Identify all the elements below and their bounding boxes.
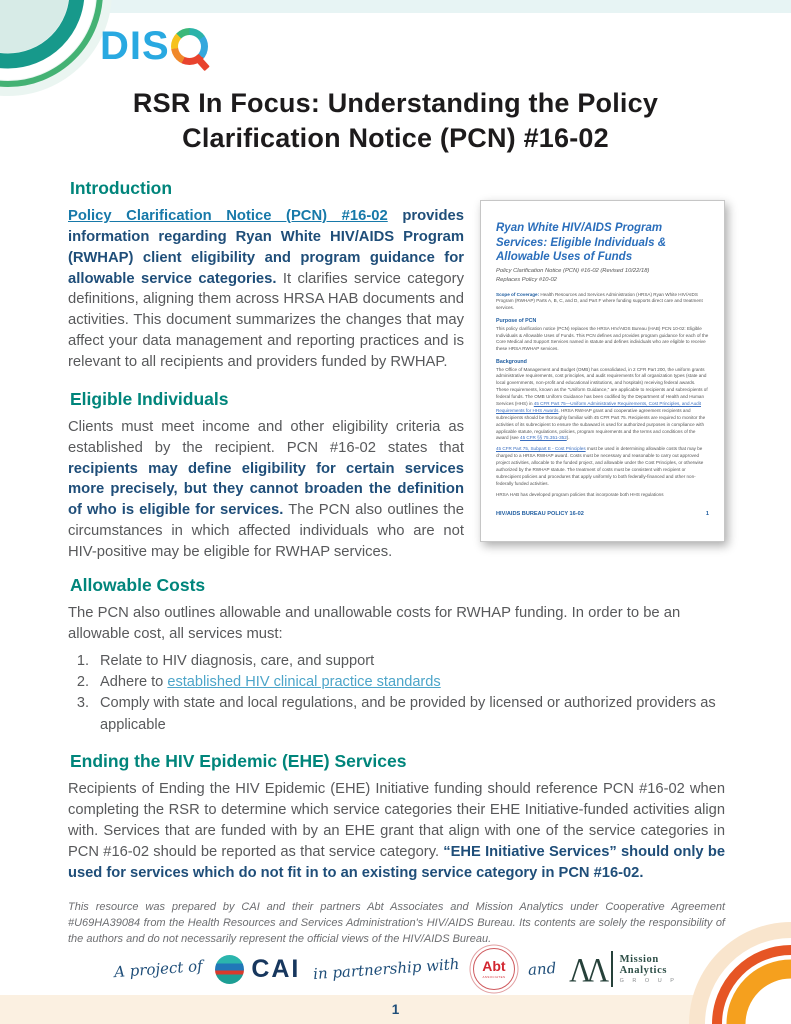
eligible-text-1: Clients must meet income and other eligibility criteria as established by the recipient. PCN #16-02 states that <box>68 418 464 456</box>
divider <box>611 951 613 987</box>
preview-cfr75-link: 45 CFR Part 75—Uniform Administrative Requirements, Cost Principles, and Audit Requirements for HHS Awards <box>496 401 702 413</box>
section-heading-introduction: Introduction <box>70 178 173 198</box>
eligible-text-2: The PCN also outlines the circumstances in which affected individuals who are not HIV-positive may be eligible for RWHAP services. <box>68 502 464 561</box>
list-item-text: Adhere to established HIV clinical practice standards <box>100 674 441 691</box>
page-title: RSR In Focus: Understanding the Policy Clarification Notice (PCN) #16-02 <box>132 88 659 153</box>
cai-globe-icon <box>215 955 244 984</box>
preview-background-heading: Background <box>496 359 527 366</box>
ehe-bold-text: “EHE Initiative Services” should only be used for services which do not fit in to an existing service category in PCN #16-02. <box>68 844 725 882</box>
disq-q-icon <box>171 28 208 65</box>
preview-background-1: The Office of Management and Budget (OMB) has consolidated, in 2 CFR Part 200, the uniform grants administrative requirements, cost principles, and audit requirements for all organization types (state and local governments, non-profit and educational institutions, and hospitals) receiving federal awards. These requirements, known as the "Uniform Guidance," are applicable to recipients and subrecipients of federal funds. The OMB Uniform Guidance has been codified by the Department of Health and Human Services (HHS) in 45 CFR Part 75—Uniform Administrative Requirements, Cost Principles, and Audit Requirements for HHS Awards. HRSA RWHAP grant and cooperative agreement recipients and subrecipients should be thoroughly familiar with 45 CFR Part 75. Recipients are required to monitor the activities of its subrecipient to ensure the subaward is used for authorized purposes in compliance with applicable statute, regulations, policies, program requirements and the terms and conditions of the award (see 45 CFR §§ 75.351-352). <box>496 366 708 441</box>
list-item: 1. Relate to HIV diagnosis, care, and support <box>68 651 725 672</box>
mission-analytics-logo: ΛΛ Mission Analytics G R O U P <box>569 950 678 988</box>
disq-logo <box>100 26 208 66</box>
ehe-body-text: Recipients of Ending the HIV Epidemic (EHE) Initiative funding should reference PCN #16-02 when completing the RSR to determine which service categories their EHE Initiative-funded activities align with. Services that are funded with by an EHE grant that align with one of the service categories in PCN #16-02 should be reported as that service category. <box>68 781 725 861</box>
pcn-16-02-link[interactable]: Policy Clarification Notice (PCN) #16-02 <box>68 208 388 224</box>
section-heading-eligible-individuals: Eligible Individuals <box>70 388 229 409</box>
preview-background-2: 45 CFR Part 75, Subpart E - Cost Principles must be used in determining allowable costs that may be charged to a HRSA RWHAP award. Costs must be necessary and reasonable to carry out approved project activities, allocable to the funded project, and allowable under the Cost Principles, or otherwise authorized by the RWHAP statute. The treatment of costs must be consistent with recipient or subrecipient policies and procedures that apply uniformly to both federally-financed and other non-federally funded activities. <box>496 446 704 486</box>
bottom-right-arc-decoration <box>666 914 791 1024</box>
project-of-script-text: A project of <box>113 956 203 982</box>
introduction-bold-text: provides information regarding Ryan White HIV/AIDS Program (RWHAP) client eligibility and program guidance for allowable service categories. <box>68 208 464 287</box>
and-script-text: and <box>527 959 557 979</box>
allowable-intro-text: The PCN also outlines allowable and unallowable costs for RWHAP funding. In order to be an allowable cost, all services must: <box>68 604 681 642</box>
section-heading-allowable-costs: Allowable Costs <box>70 574 206 595</box>
partnership-script-text: in partnership with <box>312 954 461 984</box>
eligible-bold-text: recipients may define eligibility for certain services more precisely, but they cannot broaden the definition of who is eligible for services. <box>68 460 464 519</box>
preview-footer-title: HIV/AIDS BUREAU POLICY 16-02 <box>496 510 584 517</box>
preview-purpose-text: This policy clarification notice (PCN) replaces the HRSA HIV/AIDS Bureau (HAB) PCN 10-02: Eligible Individuals & Allowable Uses of Funds. This PCN defines and provides program guidance for each of the Core Medical and Support Services named in statute and defines individuals who are eligible to receive these HRSA RWHAP services. <box>496 325 709 352</box>
introduction-body-text: It clarifies service category definitions, aligning them across HRSA HAB documents and activities. This document summarizes the changes that may affect your data management and reporting practices and is relevant to all recipients and providers funded by RWHAP. <box>68 270 464 371</box>
list-item: 3. Comply with state and local regulations, and be provided by licensed or authorized providers as applicable <box>68 693 725 736</box>
preview-purpose-heading: Purpose of PCN <box>496 318 537 325</box>
abt-associates-logo: Abt ASSOCIATES <box>473 948 515 990</box>
preview-subtitle-1: Policy Clarification Notice (PCN) #16-02 (Revised 10/22/18) <box>496 268 650 275</box>
section-heading-ehe-services: Ending the HIV Epidemic (EHE) Services <box>70 751 407 772</box>
preview-title: Ryan White HIV/AIDS Program Services: Eligible Individuals & Allowable Uses of Funds <box>496 222 667 264</box>
allowable-costs-list <box>68 651 725 737</box>
preview-background-3: HRSA HAB has developed program policies that incorporate both HHS regulations <box>496 491 664 497</box>
disclaimer-text: This resource was prepared by CAI and their partners Abt Associates and Mission Analytics under Cooperative Agreement #U69HA39084 from the Health Resources and Services Administration's HIV/AIDS Bureau. Its contents are solely the responsibility of the authors and do not necessarily represent the official views of the HIV/AIDS Bureau. <box>68 901 725 945</box>
clinical-practice-standards-link[interactable]: established HIV clinical practice standards <box>167 674 441 691</box>
mission-analytics-mark-icon: ΛΛ <box>569 950 605 988</box>
list-item-text: Comply with state and local regulations, and be provided by licensed or authorized providers as applicable <box>100 695 716 733</box>
preview-footer-page-number: 1 <box>705 510 709 517</box>
preview-subpart-e-link: 45 CFR Part 75, Subpart E - Cost Principles <box>496 446 586 452</box>
preview-cfr-sections-link: 45 CFR §§ 75.351-352 <box>520 435 567 441</box>
list-item-text: Relate to HIV diagnosis, care, and support <box>100 652 375 669</box>
page-number: 1 <box>391 1002 400 1017</box>
preview-scope: Scope of Coverage: Health Resources and Services Administration (HRSA) Ryan White HIV/AIDS Program (RWHAP) Parts A, B, C, and D, and Part F where funding supports direct care and treatment services. <box>496 291 703 311</box>
cai-logo-text: CAI <box>251 954 301 983</box>
disq-logo-text: DIS <box>100 24 170 68</box>
cai-logo <box>215 955 300 984</box>
list-item: 2. Adhere to established HIV clinical practice standards <box>68 672 725 693</box>
pcn-document-preview <box>480 200 725 542</box>
preview-subtitle-2: Replaces Policy #10-02 <box>496 276 557 283</box>
